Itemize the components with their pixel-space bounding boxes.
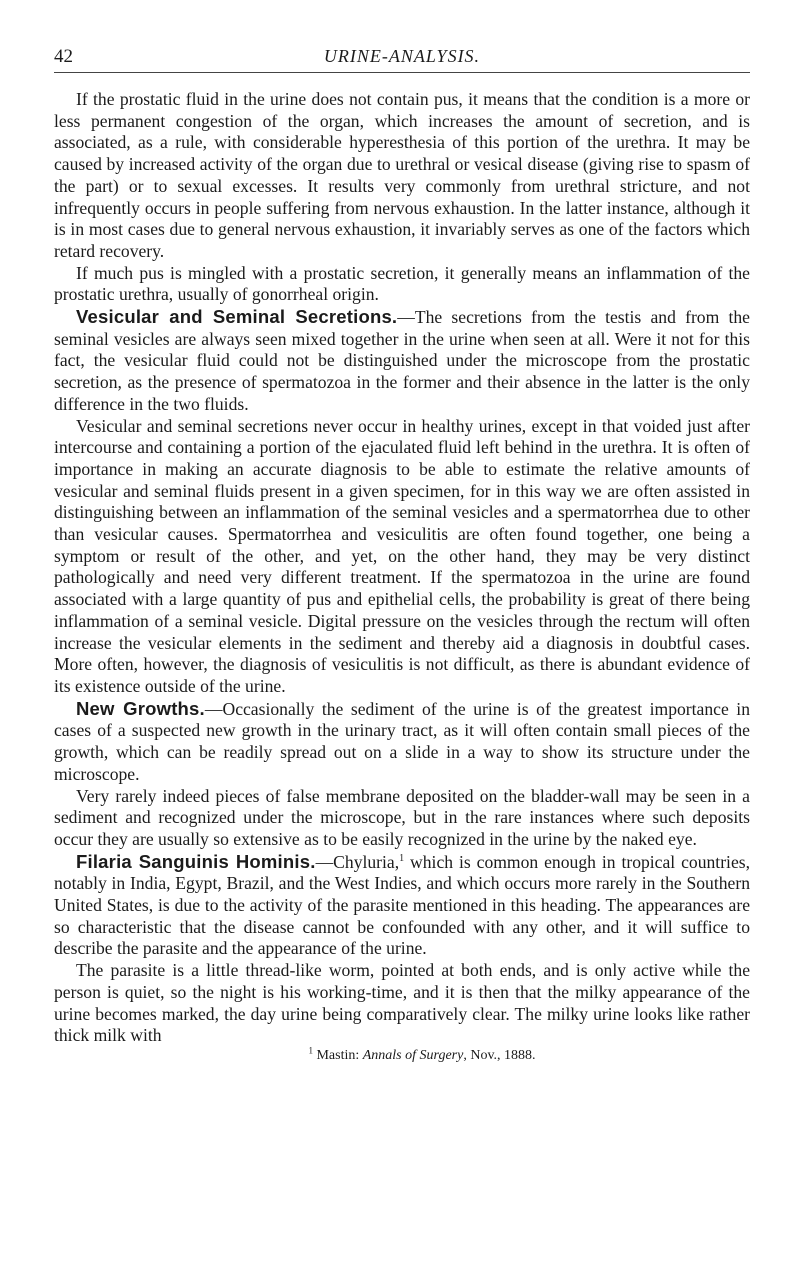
footnote-journal: Annals of Surgery <box>362 1047 464 1063</box>
paragraph-text: —Chyluria, <box>315 851 400 872</box>
paragraph: Vesicular and seminal secretions never occur in healthy urines, except in that voided just after intercourse and containing a portion of the ejaculated fluid left behind in the urethra. It is often of importance in making an accurate diagnosis to be able to estimate the relative amounts of vesicular and seminal fluids present in a given specimen, for in this way we are often assisted in distinguishing between an inflammation of the seminal vesicles and a spermatorrhea due to other than vesicular causes. Spermatorrhea and vesiculitis are often found together, one being a symptom or result of the other, and yet, on the other hand, they may be very distinct pathologically and need very different treatment. If the spermatozoa in the urine are found associated with a large quantity of pus and epithelial cells, the probability is great of there being inflammation of a seminal vesicle. Digital pressure on the vesicles through the rectum will often increase the vesicular elements in the sediment and thereby aid a diagnosis in doubtful cases. More often, however, the diagnosis of vesiculitis is not difficult, as there is abundant evidence of its existence outside of the urine. <box>54 415 750 696</box>
paragraph: Very rarely indeed pieces of false membrane deposited on the bladder-wall may be seen in a sediment and recognized under the microscope, but in the rare instances where such deposits occur they are usually so extensive as to be easily recognized in the urine by the naked eye. <box>54 785 750 849</box>
footnote-author: Mastin: <box>312 1047 363 1063</box>
paragraph <box>54 698 750 786</box>
paragraph: The parasite is a little thread-like worm, pointed at both ends, and is only active while the person is quiet, so the night is his working-time, and it is then that the milky appearance of the urine becomes marked, the day urine being comparatively clear. The milky urine looks like rather thick milk with <box>54 960 750 1046</box>
section-heading-vesicular: Vesicular and Seminal Secretions. <box>76 306 398 328</box>
section-heading-filaria: Filaria Sanguinis Hominis. <box>76 850 316 872</box>
footnote <box>54 1045 750 1064</box>
running-title: URINE-ANALYSIS. <box>323 46 481 66</box>
paragraph-text: which is common enough in tropical countries, notably in India, Egypt, Brazil, and the West Indies, and which occurs more rarely in the Southern United States, is due to the activity of the parasite mentioned in this heading. The appearances are so characteristic that the disease cannot be confounded with any other, and it will suffice to describe the parasite and the appearance of the urine. <box>54 851 750 959</box>
paragraph <box>54 306 750 416</box>
page-number: 42 <box>54 46 73 67</box>
footnote-marker: 1 <box>308 1045 313 1056</box>
paragraph: If much pus is mingled with a prostatic secretion, it generally means an inflammation of the prostatic urethra, usually of gonorrheal origin. <box>54 262 750 305</box>
body-text <box>54 89 750 1047</box>
paragraph <box>54 851 750 961</box>
paragraph-text: —The secretions from the testis and from the seminal vesicles are always seen mixed together in the urine when seen at all. Were it not for this fact, the vesicular fluid could not be distinguished under the microscope from the prostatic secretion, as the presence of spermatozoa in the former and their absence in the latter is the only difference in the two fluids. <box>54 307 750 414</box>
paragraph: If the prostatic fluid in the urine does not contain pus, it means that the condition is a more or less permanent congestion of the organ, which increases the amount of secretion, and is associated, as a rule, with considerable hyperesthesia of this portion of the urethra. It may be caused by increased activity of the organ due to urethral or vesical disease (giving rise to spasm of the part) or to sexual excesses. It results very commonly from urethral stricture, and not infrequently occurs in people suffering from nervous exhaustion. In the latter instance, although it is in most cases due to general nervous exhaustion, it invariably serves as one of the factors which retard recovery. <box>54 89 750 261</box>
paragraph-text: —Occasionally the sediment of the urine is of the greatest importance in cases of a suspected new growth in the urinary tract, as it will often contain small pieces of the growth, which can be readily spread out on a slide in a way to show its structure under the microscope. <box>54 698 750 784</box>
footnote-reference: 1 <box>399 852 405 864</box>
page-header <box>54 44 750 73</box>
section-heading-new-growths: New Growths. <box>76 697 205 719</box>
footnote-citation: , Nov., 1888. <box>463 1047 536 1063</box>
